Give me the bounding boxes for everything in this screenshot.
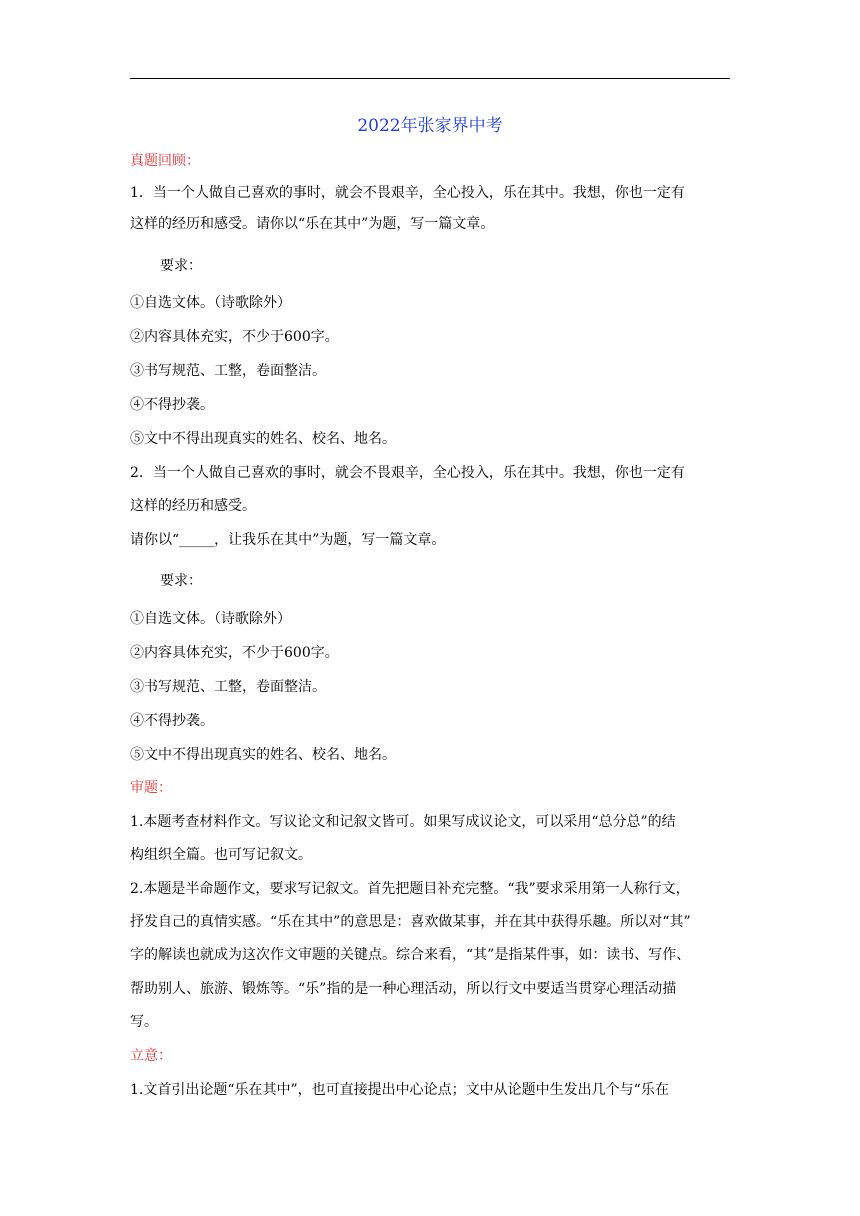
q1-text-line-1: 1．当一个人做自己喜欢的事时，就会不畏艰辛，全心投入，乐在其中。我想，你也一定有 [130,185,685,201]
q1-requirement-4: ④不得抄袭。 [130,397,214,413]
q1-requirement-5: ⑤文中不得出现真实的姓名、校名、地名。 [130,431,396,447]
q2-requirement-1: ①自选文体。（诗歌除外） [130,611,291,627]
section-label-analysis: 审题： [130,780,172,796]
analysis-p2-line-2: 抒发自己的真情实感。“乐在其中”的意思是：喜欢做某事，并在其中获得乐趣。所以对“其” [130,914,691,930]
analysis-p2-line-4: 帮助别人、旅游、锻炼等。“乐”指的是一种心理活动，所以行文中要适当贯穿心理活动描 [130,981,677,997]
analysis-p2-line-1: 2.本题是半命题作文，要求写记叙文。首先把题目补充完整。“我”要求采用第一人称行文， [130,881,690,897]
q1-text-line-2: 这样的经历和感受。请你以“乐在其中”为题，写一篇文章。 [130,216,495,232]
document-title: 2022年张家界中考 [357,116,503,136]
header-rule [130,78,730,79]
analysis-p1-line-1: 1.本题考查材料作文。写议论文和记叙文皆可。如果写成议论文，可以采用“总分总”的结 [130,814,676,830]
q2-requirement-5: ⑤文中不得出现真实的姓名、校名、地名。 [130,747,396,763]
section-label-idea: 立意： [130,1048,172,1064]
q1-requirement-2: ②内容具体充实，不少于600字。 [130,329,339,345]
q2-requirements-label: 要求： [160,573,202,589]
analysis-p1-line-2: 构组织全篇。也可写记叙文。 [130,847,312,863]
analysis-p2-line-3: 字的解读也就成为这次作文审题的关键点。综合来看，“其”是指某件事，如：读书、写作、 [130,947,691,963]
q1-requirements-label: 要求： [160,258,202,274]
section-label-review: 真题回顾： [130,153,200,169]
q2-requirement-2: ②内容具体充实，不少于600字。 [130,645,339,661]
idea-p1-line-1: 1.文首引出论题“乐在其中”，也可直接提出中心论点；文中从论题中生发出几个与“乐在 [130,1082,669,1098]
q2-text-line-2: 这样的经历和感受。 [130,498,256,514]
analysis-p2-line-5: 写。 [130,1014,158,1030]
q2-text-line-3: 请你以“_____，让我乐在其中”为题，写一篇文章。 [130,532,446,548]
q2-requirement-4: ④不得抄袭。 [130,713,214,729]
q2-text-line-1: 2．当一个人做自己喜欢的事时，就会不畏艰辛，全心投入，乐在其中。我想，你也一定有 [130,465,685,481]
q1-requirement-1: ①自选文体。（诗歌除外） [130,295,291,311]
q2-requirement-3: ③书写规范、工整，卷面整洁。 [130,679,326,695]
q1-requirement-3: ③书写规范、工整，卷面整洁。 [130,363,326,379]
